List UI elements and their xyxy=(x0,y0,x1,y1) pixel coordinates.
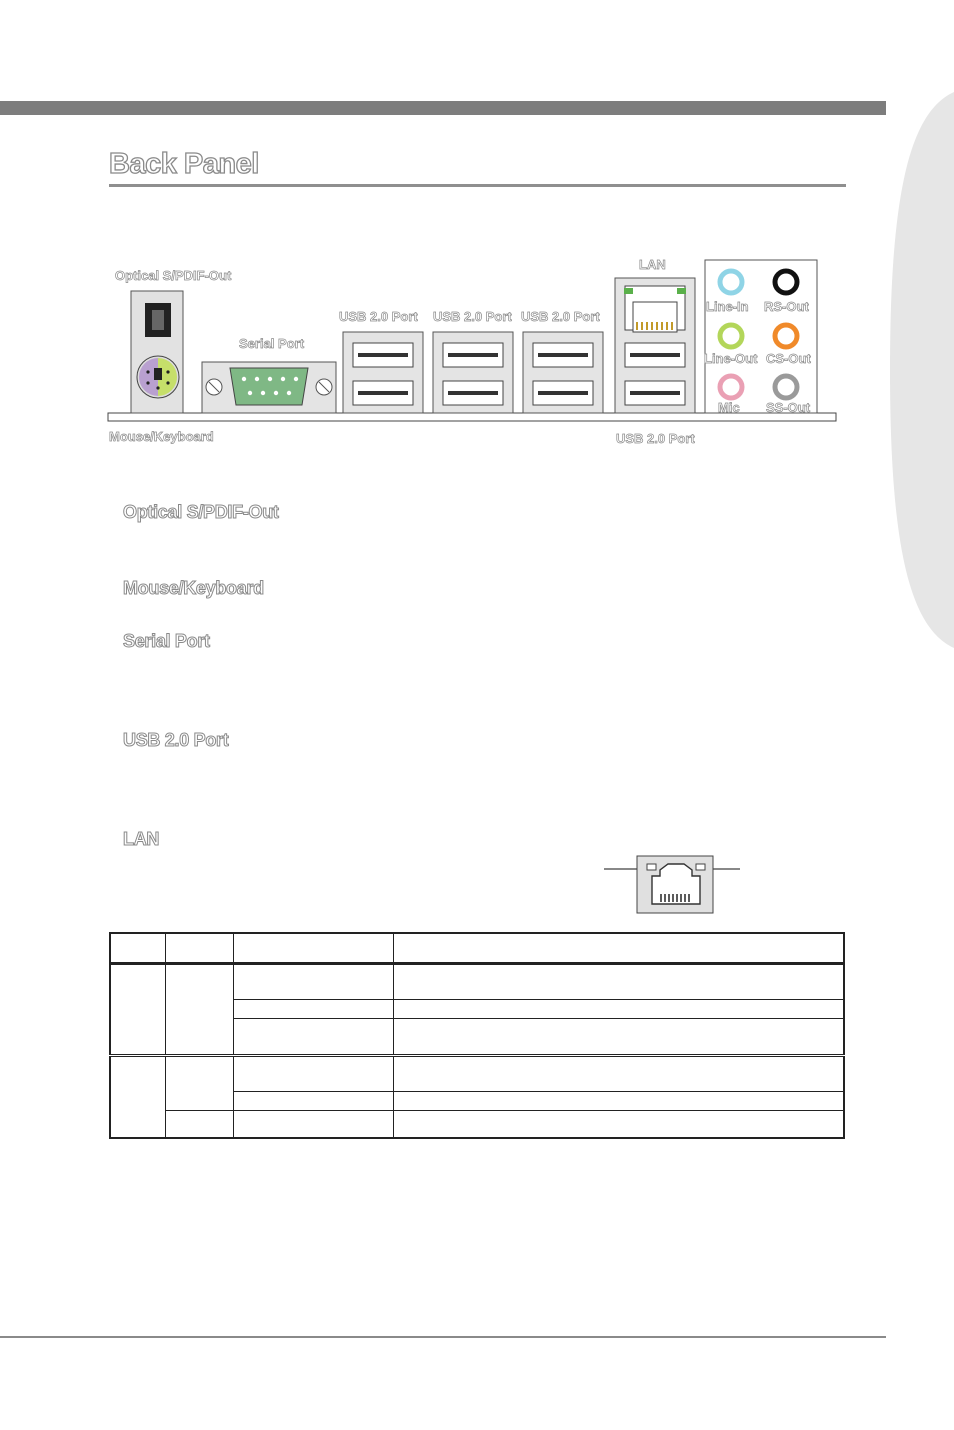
table-header-cell xyxy=(110,933,165,963)
label-cs-out: CS-Out xyxy=(766,351,811,366)
usb-stack-1 xyxy=(343,332,423,413)
label-serial: Serial Port xyxy=(239,336,305,351)
label-line-out: Line-Out xyxy=(704,351,758,366)
audio-jacks-block xyxy=(705,260,817,413)
header-bar xyxy=(0,101,886,115)
table-row xyxy=(110,1055,844,1092)
serial-connector xyxy=(202,362,336,413)
title-underline xyxy=(109,184,846,187)
chapter-side-tab xyxy=(890,92,954,648)
table-cell xyxy=(165,1110,233,1138)
lan-led-table xyxy=(109,932,845,1139)
label-lan: LAN xyxy=(639,257,666,272)
table-cell xyxy=(233,1018,393,1055)
usb-stack-2 xyxy=(433,332,513,413)
page-title: Back Panel xyxy=(109,148,259,180)
table-cell xyxy=(233,1092,393,1110)
table-cell xyxy=(393,1092,844,1110)
heading-mouse-keyboard: Mouse/Keyboard xyxy=(123,578,264,598)
heading-serial: Serial Port xyxy=(123,631,210,651)
table-cell xyxy=(233,963,393,1000)
optical-ps2-connector xyxy=(131,291,183,413)
rs-out-jack xyxy=(775,271,797,293)
heading-optical: Optical S/PDIF-Out xyxy=(123,502,279,522)
table-header-cell xyxy=(233,933,393,963)
label-optical: Optical S/PDIF-Out xyxy=(115,268,232,283)
line-out-jack xyxy=(720,325,742,347)
label-usb-1: USB 2.0 Port xyxy=(339,309,418,324)
cs-out-jack xyxy=(775,325,797,347)
table-row xyxy=(110,1110,844,1138)
label-line-in: Line-In xyxy=(706,299,749,314)
table-cell xyxy=(393,963,844,1000)
table-cell xyxy=(165,963,233,1055)
usb-stack-3 xyxy=(523,332,603,413)
ss-out-jack xyxy=(775,376,797,398)
label-mouse-keyboard: Mouse/Keyboard xyxy=(109,429,214,444)
back-panel-diagram xyxy=(100,250,845,450)
table-cell xyxy=(165,1055,233,1110)
heading-usb: USB 2.0 Port xyxy=(123,730,229,750)
label-mic: Mic xyxy=(718,400,740,415)
table-row xyxy=(110,963,844,1000)
label-usb-3: USB 2.0 Port xyxy=(521,309,600,324)
table-cell xyxy=(233,1110,393,1138)
table-cell xyxy=(233,1055,393,1092)
lan-usb-stack xyxy=(615,278,695,413)
label-usb-2: USB 2.0 Port xyxy=(433,309,512,324)
heading-lan: LAN xyxy=(123,829,160,849)
mic-jack xyxy=(720,376,742,398)
label-usb-4: USB 2.0 Port xyxy=(616,431,695,446)
table-cell xyxy=(393,1110,844,1138)
footer-rule xyxy=(0,1336,886,1338)
lan-led-figure xyxy=(604,852,740,916)
label-rs-out: RS-Out xyxy=(764,299,809,314)
table-header-cell xyxy=(165,933,233,963)
table-cell xyxy=(393,1055,844,1092)
table-cell xyxy=(110,963,165,1055)
table-cell xyxy=(393,1000,844,1018)
table-cell xyxy=(233,1000,393,1018)
label-ss-out: SS-Out xyxy=(766,400,811,415)
table-header-row xyxy=(110,933,844,963)
line-in-jack xyxy=(720,271,742,293)
table-cell xyxy=(110,1055,165,1138)
table-cell xyxy=(393,1018,844,1055)
table-header-cell xyxy=(393,933,844,963)
